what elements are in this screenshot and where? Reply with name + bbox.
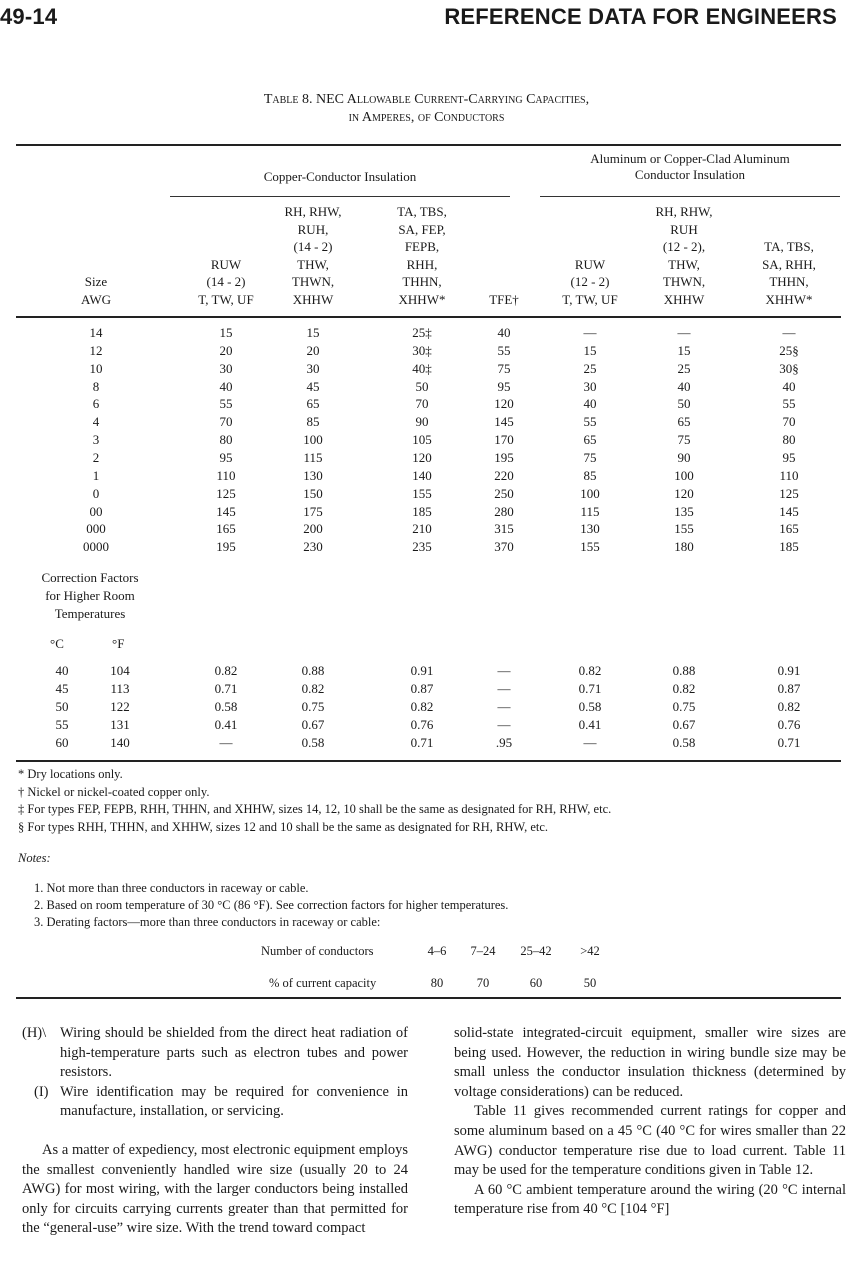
note-2: 2. Based on room temperature of 30 °C (86 °F). See correction factors for higher temperatures. bbox=[34, 898, 509, 912]
list-label-i: (I) bbox=[34, 1083, 49, 1100]
paragraph-solid-state: solid-state integrated-circuit equipment, smaller wire sizes are being used. However, the reduction in wiring bundle size may be small unless the conductor insulation thickness (determined by voltage considerations) can be reduced. bbox=[454, 1025, 846, 1100]
correction-cell: 0.71 bbox=[578, 680, 602, 696]
column-header-line: XHHW* bbox=[398, 292, 446, 307]
table-cell: 125 bbox=[779, 485, 799, 501]
table-cell: 155 bbox=[580, 539, 600, 555]
column-header-line: RUH, bbox=[297, 221, 329, 237]
correction-cell: .95 bbox=[495, 734, 513, 750]
table-cell: 30 bbox=[219, 360, 233, 376]
table-cell: 125 bbox=[216, 485, 236, 501]
column-header-line: THHN, bbox=[769, 274, 809, 290]
footnote-double-dagger: ‡ For types FEP, FEPB, RHH, THHN, and XHHW, sizes 14, 12, 10 shall be the same as designated for RH, RHW, etc. bbox=[18, 802, 612, 816]
table-cell: 10 bbox=[89, 360, 103, 376]
correction-cell: 45 bbox=[55, 680, 69, 696]
table-cell: 40 bbox=[497, 325, 511, 340]
table-cell: 150 bbox=[303, 485, 323, 501]
table-cell: 000 bbox=[86, 521, 106, 537]
table-cell: 14 bbox=[89, 325, 103, 340]
table-caption-line1: Table 8. NEC Allowable Current-Carrying Capacities, bbox=[263, 92, 590, 107]
table-cell: 25 bbox=[583, 360, 597, 376]
table-cell: 165 bbox=[779, 521, 799, 537]
table-cell: 80 bbox=[782, 432, 796, 448]
column-header-line: THWN, bbox=[662, 274, 706, 290]
table-cell: 115 bbox=[580, 503, 600, 519]
table-cell: 12 bbox=[89, 342, 103, 358]
table-cell: — bbox=[782, 325, 796, 340]
table-cell: 70 bbox=[782, 414, 796, 430]
paragraph-table-11: Table 11 gives recommended current ratings for copper and some aluminum based on a 45 °C (40 °C for wires smaller than 22 AWG) conductor temperature rise due to load current. Table 11 may be used for the temperature conditions given in Table 12. bbox=[454, 1103, 846, 1179]
table-cell: 25§ bbox=[779, 342, 799, 358]
column-header-line: FEPB, bbox=[404, 239, 440, 255]
list-label-h: (H)\ bbox=[22, 1025, 47, 1041]
table-cell: 145 bbox=[779, 503, 799, 519]
correction-cell: — bbox=[219, 734, 233, 750]
correction-cell: — bbox=[497, 680, 511, 696]
column-header-line: RH, RHW, bbox=[655, 204, 713, 219]
table-caption-line2: in Amperes, of Conductors bbox=[348, 110, 505, 125]
table-cell: 40 bbox=[583, 396, 597, 412]
table-cell: 75 bbox=[583, 449, 597, 465]
column-header-line: TFE† bbox=[489, 292, 519, 307]
column-header-line: (12 - 2), bbox=[662, 239, 706, 255]
correction-cell: 0.41 bbox=[578, 716, 602, 732]
column-header-line: TA, TBS, bbox=[764, 239, 814, 255]
group-heading-aluminum-2: Conductor Insulation bbox=[634, 167, 746, 182]
column-header-line: RUH bbox=[670, 221, 698, 237]
running-title: REFERENCE DATA FOR ENGINEERS bbox=[444, 4, 837, 29]
table-cell: 175 bbox=[303, 503, 323, 519]
correction-cell: 0.87 bbox=[777, 680, 801, 696]
correction-cell: 50 bbox=[55, 698, 69, 714]
correction-cell: 0.76 bbox=[410, 716, 434, 732]
list-item-h bbox=[22, 1024, 408, 1083]
table-cell: 250 bbox=[494, 485, 514, 501]
table-cell: 80 bbox=[219, 432, 233, 448]
table-cell: 120 bbox=[494, 396, 514, 412]
paragraph-ambient: A 60 °C ambient temperature around the wiring (20 °C internal temperature rise from 40 °C [104 °F] bbox=[454, 1181, 846, 1218]
table-cell: 30 bbox=[306, 360, 320, 376]
derating-conductors-value: 25–42 bbox=[520, 944, 552, 958]
table-cell: 4 bbox=[92, 414, 100, 430]
table-cell: 40‡ bbox=[412, 360, 432, 376]
table-cell: 120 bbox=[674, 485, 694, 501]
table-cell: 280 bbox=[494, 503, 514, 519]
column-header-line: SA, RHH, bbox=[762, 256, 816, 272]
table-cell: 15 bbox=[219, 325, 233, 340]
table-cell: 40 bbox=[219, 378, 233, 394]
derating-capacity-value: 70 bbox=[476, 976, 490, 990]
table-cell: 230 bbox=[303, 539, 323, 555]
table-cell: 15 bbox=[583, 342, 597, 358]
correction-cell: 0.91 bbox=[410, 663, 434, 678]
table-cell: 140 bbox=[412, 467, 432, 483]
derating-capacity-value: 80 bbox=[430, 976, 444, 990]
table-cell: 45 bbox=[306, 378, 320, 394]
table-cell: 20 bbox=[219, 342, 233, 358]
table-cell: 130 bbox=[580, 521, 600, 537]
correction-cell: 0.82 bbox=[777, 698, 801, 714]
table-cell: 145 bbox=[216, 503, 236, 519]
column-header-line: Size bbox=[84, 274, 108, 290]
correction-cell: 0.88 bbox=[301, 663, 325, 678]
correction-cell: 0.58 bbox=[578, 698, 602, 714]
table-cell: 70 bbox=[219, 414, 233, 430]
notes-title: Notes: bbox=[18, 851, 51, 865]
table-cell: 100 bbox=[674, 467, 694, 483]
correction-cell: 0.58 bbox=[672, 734, 696, 750]
correction-heading-line1: Correction Factors bbox=[41, 570, 139, 585]
correction-cell: — bbox=[497, 698, 511, 714]
list-text-h: Wiring should be shielded from the direct heat radiation of high-temperature parts such as electron tubes and power resistors. bbox=[60, 1025, 408, 1081]
table-cell: — bbox=[583, 325, 597, 340]
correction-cell: 0.82 bbox=[214, 663, 238, 678]
table-cell: 55 bbox=[497, 342, 511, 358]
body-right-column bbox=[454, 1024, 846, 1220]
table-cell: 100 bbox=[303, 432, 323, 448]
table-cell: 180 bbox=[674, 539, 694, 555]
correction-cell: 131 bbox=[110, 716, 130, 732]
table-bottom-rule bbox=[16, 760, 841, 762]
note-3: 3. Derating factors—more than three conductors in raceway or cable: bbox=[34, 915, 381, 929]
unit-fahrenheit: °F bbox=[112, 636, 125, 651]
correction-cell: 0.88 bbox=[672, 663, 696, 678]
column-header-line: (14 - 2) bbox=[206, 274, 246, 290]
table-cell: 155 bbox=[412, 485, 432, 501]
correction-cell: 0.91 bbox=[777, 663, 801, 678]
column-header-line: RHH, bbox=[406, 256, 438, 272]
table-header-rule bbox=[16, 316, 841, 318]
table-cell: 65 bbox=[306, 396, 320, 412]
correction-cell: 0.82 bbox=[578, 663, 602, 678]
table-cell: 135 bbox=[674, 503, 694, 519]
column-header-line: TA, TBS, bbox=[397, 204, 447, 219]
derating-capacity-value: 50 bbox=[583, 976, 597, 990]
correction-cell: 113 bbox=[110, 680, 130, 696]
table-cell: 55 bbox=[219, 396, 233, 412]
column-header-line: XHHW* bbox=[765, 292, 813, 307]
correction-cell: 40 bbox=[55, 663, 69, 678]
table-cell: 85 bbox=[306, 414, 320, 430]
table-cell: 20 bbox=[306, 342, 320, 358]
group-underline-aluminum bbox=[540, 196, 840, 197]
table-cell: 85 bbox=[583, 467, 597, 483]
table-cell: 8 bbox=[92, 378, 100, 394]
correction-cell: 0.75 bbox=[672, 698, 696, 714]
correction-cell: 0.76 bbox=[777, 716, 801, 732]
correction-cell: 104 bbox=[110, 663, 130, 678]
table-cell: 25‡ bbox=[412, 325, 432, 340]
table-cell: 55 bbox=[583, 414, 597, 430]
column-header-line: SA, FEP, bbox=[398, 221, 446, 237]
correction-cell: 122 bbox=[110, 698, 130, 714]
table-cell: 75 bbox=[677, 432, 691, 448]
table-cell: 170 bbox=[494, 432, 514, 448]
table-cell: 95 bbox=[497, 378, 511, 394]
derating-conductors-value: 4–6 bbox=[427, 944, 447, 958]
table-cell: 40 bbox=[782, 378, 796, 394]
table-cell: — bbox=[677, 325, 691, 340]
column-header-line: XHHW bbox=[663, 292, 705, 307]
footnote-nickel: † Nickel or nickel-coated copper only. bbox=[18, 785, 210, 799]
table-cell: 40 bbox=[677, 378, 691, 394]
correction-cell: 0.71 bbox=[410, 734, 434, 750]
table-cell: 75 bbox=[497, 360, 511, 376]
table-cell: 185 bbox=[779, 539, 799, 555]
table-cell: 95 bbox=[219, 449, 233, 465]
column-header-line: THHN, bbox=[402, 274, 442, 290]
table-cell: 200 bbox=[303, 521, 323, 537]
correction-cell: 0.71 bbox=[777, 734, 801, 750]
table-cell: 95 bbox=[782, 449, 796, 465]
table-cell: 30§ bbox=[779, 360, 799, 376]
table-cell: 00 bbox=[89, 503, 103, 519]
table-cell: 155 bbox=[674, 521, 694, 537]
correction-cell: 0.82 bbox=[301, 680, 325, 696]
column-header-line: RUW bbox=[574, 256, 606, 272]
table-cell: 195 bbox=[216, 539, 236, 555]
table-cell: 315 bbox=[494, 521, 514, 537]
table-cell: 105 bbox=[412, 432, 432, 448]
column-header-line: RUW bbox=[210, 256, 242, 272]
table-cell: 50 bbox=[677, 396, 691, 412]
correction-cell: 55 bbox=[55, 716, 69, 732]
table-cell: 70 bbox=[415, 396, 429, 412]
footnote-dry: * Dry locations only. bbox=[18, 767, 123, 781]
table-cell: 6 bbox=[92, 396, 100, 412]
correction-cell: 0.67 bbox=[672, 716, 696, 732]
table-cell: 195 bbox=[494, 449, 514, 465]
unit-celsius: °C bbox=[50, 636, 64, 651]
table-cell: 210 bbox=[412, 521, 432, 537]
correction-cell: — bbox=[583, 734, 597, 750]
column-header-line: T, TW, UF bbox=[562, 292, 618, 307]
correction-cell: 0.58 bbox=[301, 734, 325, 750]
column-header-line: THW, bbox=[668, 256, 700, 272]
table-cell: 110 bbox=[779, 467, 799, 483]
page-number: 49-14 bbox=[0, 4, 58, 29]
group-heading-aluminum-1: Aluminum or Copper-Clad Aluminum bbox=[590, 151, 790, 166]
table-cell: 100 bbox=[580, 485, 600, 501]
table-cell: 65 bbox=[583, 432, 597, 448]
column-header-line: (14 - 2) bbox=[293, 239, 333, 255]
column-header-line: THW, bbox=[297, 256, 329, 272]
correction-cell: 0.82 bbox=[410, 698, 434, 714]
table-cell: 165 bbox=[216, 521, 236, 537]
correction-cell: 0.41 bbox=[214, 716, 238, 732]
derating-bottom-rule bbox=[16, 997, 841, 999]
correction-cell: — bbox=[497, 716, 511, 732]
derating-capacity-value: 60 bbox=[529, 976, 543, 990]
table-cell: 90 bbox=[415, 414, 429, 430]
table-cell: 145 bbox=[494, 414, 514, 430]
correction-cell: 0.82 bbox=[672, 680, 696, 696]
derating-label-capacity: % of current capacity bbox=[269, 976, 377, 990]
table-cell: 30 bbox=[583, 378, 597, 394]
correction-heading-line3: Temperatures bbox=[54, 606, 126, 621]
table-cell: 55 bbox=[782, 396, 796, 412]
table-cell: 3 bbox=[92, 432, 100, 448]
derating-conductors-value: 7–24 bbox=[470, 944, 496, 958]
paragraph-expediency: As a matter of expediency, most electronic equipment employs the smallest conveniently handled wire size (usually 20 to 24 AWG) for most wiring, with the larger conductors being installed only for circuits carrying currents greater than that permitted for the “general-use” wire size. With the trend toward compact bbox=[22, 1141, 408, 1237]
table-cell: 120 bbox=[412, 449, 432, 465]
derating-label-conductors: Number of conductors bbox=[261, 944, 374, 958]
correction-cell: 0.58 bbox=[214, 698, 238, 714]
table-cell: 2 bbox=[92, 449, 100, 465]
group-underline-copper bbox=[170, 196, 510, 197]
table-cell: 15 bbox=[677, 342, 691, 358]
table-cell: 50 bbox=[415, 378, 429, 394]
table-cell: 220 bbox=[494, 467, 514, 483]
derating-conductors-value: >42 bbox=[580, 944, 600, 958]
list-text-i: Wire identification may be required for convenience in manufacture, installation, or servicing. bbox=[60, 1083, 408, 1120]
correction-cell: 0.87 bbox=[410, 680, 434, 696]
table-cell: 0000 bbox=[83, 539, 109, 555]
table-cell: 235 bbox=[412, 539, 432, 555]
column-header-line: XHHW bbox=[292, 292, 334, 307]
note-1: 1. Not more than three conductors in raceway or cable. bbox=[34, 881, 309, 895]
table-cell: 185 bbox=[412, 503, 432, 519]
correction-cell: 140 bbox=[110, 734, 130, 750]
table-cell: 65 bbox=[677, 414, 691, 430]
correction-cell: 0.67 bbox=[301, 716, 325, 732]
correction-cell: 0.71 bbox=[214, 680, 238, 696]
correction-heading-line2: for Higher Room bbox=[45, 588, 135, 603]
footnote-section: § For types RHH, THHN, and XHHW, sizes 12 and 10 shall be the same as designated for RH, RHW, etc. bbox=[18, 820, 549, 834]
table-cell: 15 bbox=[306, 325, 320, 340]
column-header-line: THWN, bbox=[291, 274, 335, 290]
body-left-column bbox=[22, 1024, 408, 1239]
list-item-i bbox=[22, 1083, 408, 1122]
correction-cell: — bbox=[497, 663, 511, 678]
table-cell: 370 bbox=[494, 539, 514, 555]
table-cell: 115 bbox=[303, 449, 323, 465]
table-cell: 25 bbox=[677, 360, 691, 376]
table-cell: 90 bbox=[677, 449, 691, 465]
column-header-line: (12 - 2) bbox=[570, 274, 610, 290]
group-heading-copper: Copper-Conductor Insulation bbox=[263, 169, 417, 184]
table-cell: 130 bbox=[303, 467, 323, 483]
column-header-line: T, TW, UF bbox=[198, 292, 254, 307]
table-cell: 110 bbox=[216, 467, 236, 483]
column-header-line: RH, RHW, bbox=[284, 204, 342, 219]
correction-cell: 0.75 bbox=[301, 698, 325, 714]
table-cell: 0 bbox=[92, 485, 100, 501]
table-cell: 30‡ bbox=[412, 342, 432, 358]
column-header-line: AWG bbox=[80, 292, 111, 307]
table-top-rule bbox=[16, 144, 841, 146]
table-cell: 1 bbox=[92, 467, 100, 483]
correction-cell: 60 bbox=[55, 734, 69, 750]
